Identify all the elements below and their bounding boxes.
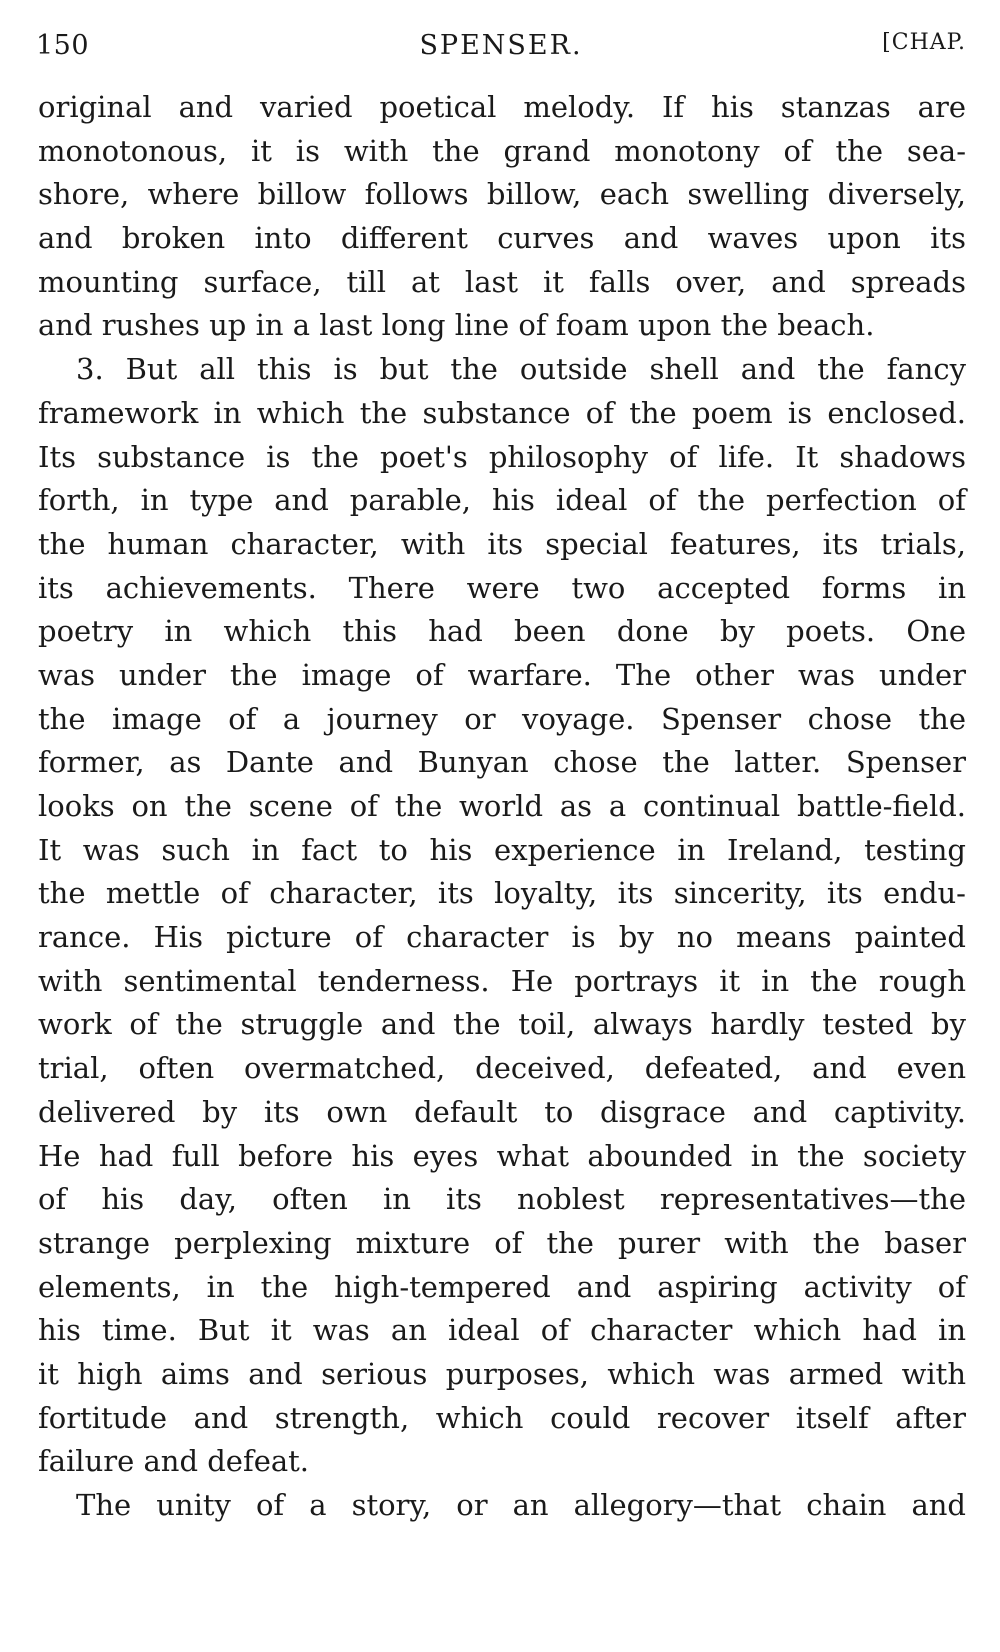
text-line: trial, often overmatched, deceived, defeated, and even xyxy=(38,1051,966,1086)
text-line: mounting surface, till at last it falls over, and spreads xyxy=(38,264,966,299)
page-header xyxy=(36,30,966,70)
text-line: the image of a journey or voyage. Spenser chose the xyxy=(38,701,966,736)
text-line: his time. But it was an ideal of character which had in xyxy=(38,1313,966,1348)
text-line: delivered by its own default to disgrace and captivity. xyxy=(38,1094,966,1129)
text-line: elements, in the high-tempered and aspiring activity of xyxy=(38,1269,966,1304)
text-line: forth, in type and parable, his ideal of the perfection of xyxy=(38,483,966,518)
text-line: 3. But all this is but the outside shell and the fancy xyxy=(76,352,966,387)
text-line: He had full before his eyes what abounded in the society xyxy=(38,1138,966,1173)
text-line: framework in which the substance of the poem is enclosed. xyxy=(38,395,966,430)
text-line: of his day, often in its noblest representatives—the xyxy=(38,1182,966,1217)
text-line: work of the struggle and the toil, always hardly tested by xyxy=(38,1007,966,1042)
text-line: the mettle of character, its loyalty, its sincerity, its endu- xyxy=(38,876,966,911)
text-line: former, as Dante and Bunyan chose the latter. Spenser xyxy=(38,745,966,780)
text-line: and rushes up in a last long line of foam upon the beach. xyxy=(38,308,875,343)
text-line: monotonous, it is with the grand monotony of the sea- xyxy=(38,133,966,168)
text-line: strange perplexing mixture of the purer with the baser xyxy=(38,1225,966,1260)
text-line: it high aims and serious purposes, which was armed with xyxy=(38,1356,966,1391)
text-line: shore, where billow follows billow, each swelling diversely, xyxy=(38,177,966,212)
text-line: fortitude and strength, which could recover itself after xyxy=(38,1400,966,1435)
text-line: was under the image of warfare. The other was under xyxy=(38,657,966,692)
page-number: 150 xyxy=(36,30,90,61)
chapter-mark: [CHAP. xyxy=(882,30,966,55)
body-text xyxy=(38,86,966,1528)
text-line: rance. His picture of character is by no means painted xyxy=(38,920,966,955)
text-line: Its substance is the poet's philosophy of life. It shadows xyxy=(38,439,966,474)
text-line: the human character, with its special features, its trials, xyxy=(38,526,966,561)
text-line: The unity of a story, or an allegory—that chain and xyxy=(76,1488,966,1522)
text-line: looks on the scene of the world as a continual battle-field. xyxy=(38,789,966,823)
text-line: with sentimental tenderness. He portrays it in the rough xyxy=(38,963,966,998)
text-line: It was such in fact to his experience in Ireland, testing xyxy=(38,832,966,867)
running-title: SPENSER. xyxy=(419,30,583,61)
text-line: poetry in which this had been done by poets. One xyxy=(38,614,966,649)
text-line: its achievements. There were two accepted forms in xyxy=(38,570,966,605)
text-line: original and varied poetical melody. If his stanzas are xyxy=(38,90,966,124)
text-line: and broken into different curves and waves upon its xyxy=(38,221,966,256)
text-line: failure and defeat. xyxy=(38,1444,310,1479)
